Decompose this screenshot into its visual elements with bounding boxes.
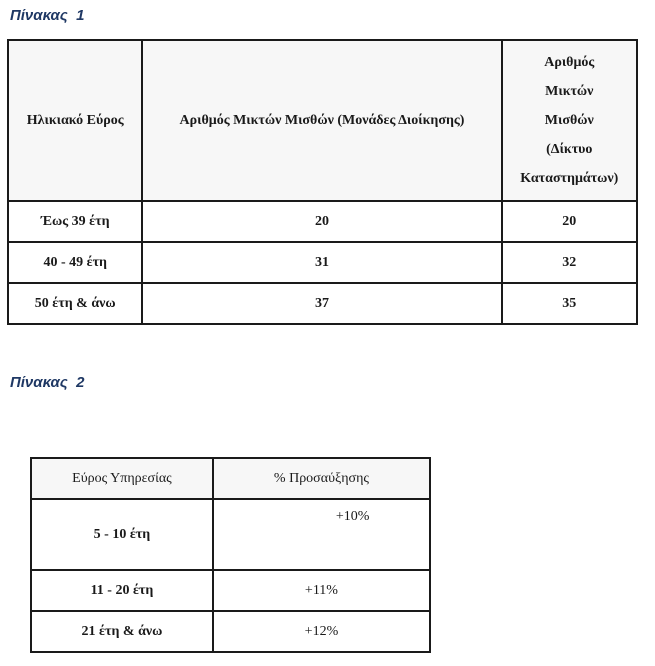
table2-row2-range: 11 - 20 έτη [31,570,213,611]
table1-row3-age: 50 έτη & άνω [8,283,142,324]
table1-row2-age: 40 - 49 έτη [8,242,142,283]
table1-header-branch-line-4: (Δίκτυο [546,142,593,157]
table1-row2-admin: 31 [142,242,501,283]
table-row [8,283,637,324]
table2-row1-range: 5 - 10 έτη [31,499,213,570]
table1-row1-admin: 20 [142,201,501,242]
table1-row3-admin: 37 [142,283,501,324]
table2-header-row [31,458,430,499]
table1-header-row [8,40,637,201]
table2-row2-increase: +11% [213,570,430,611]
table1 [7,39,638,325]
table2-row1-increase: +10% [213,499,430,570]
table2-header-increase-percent: % Προσαύξησης [213,458,430,499]
table-row [8,201,637,242]
table2-title: Πίνακας 2 [10,374,85,391]
table2-row3-range: 21 έτη & άνω [31,611,213,652]
table1-header-branch-network [502,40,637,201]
table1-row2-branch: 32 [502,242,637,283]
table1-row1-branch: 20 [502,201,637,242]
table1-header-branch-line-2: Μικτών [545,84,594,99]
table1-row1-age: Έως 39 έτη [8,201,142,242]
table2 [30,457,431,653]
table-row [31,570,430,611]
table1-header-age-range: Ηλικιακό Εύρος [8,40,142,201]
table-row [8,242,637,283]
table1-title: Πίνακας 1 [10,7,85,24]
table1-row3-branch: 35 [502,283,637,324]
table-row [31,499,430,570]
table1-header-admin-units: Αριθμός Μικτών Μισθών (Μονάδες Διοίκησης) [142,40,501,201]
table2-row3-increase: +12% [213,611,430,652]
table1-header-branch-line-5: Καταστημάτων) [520,171,619,186]
table1-header-branch-line-3: Μισθών [544,113,594,128]
table2-header-service-range: Εύρος Υπηρεσίας [31,458,213,499]
table-row [31,611,430,652]
table1-header-branch-line-1: Αριθμός [544,55,595,70]
